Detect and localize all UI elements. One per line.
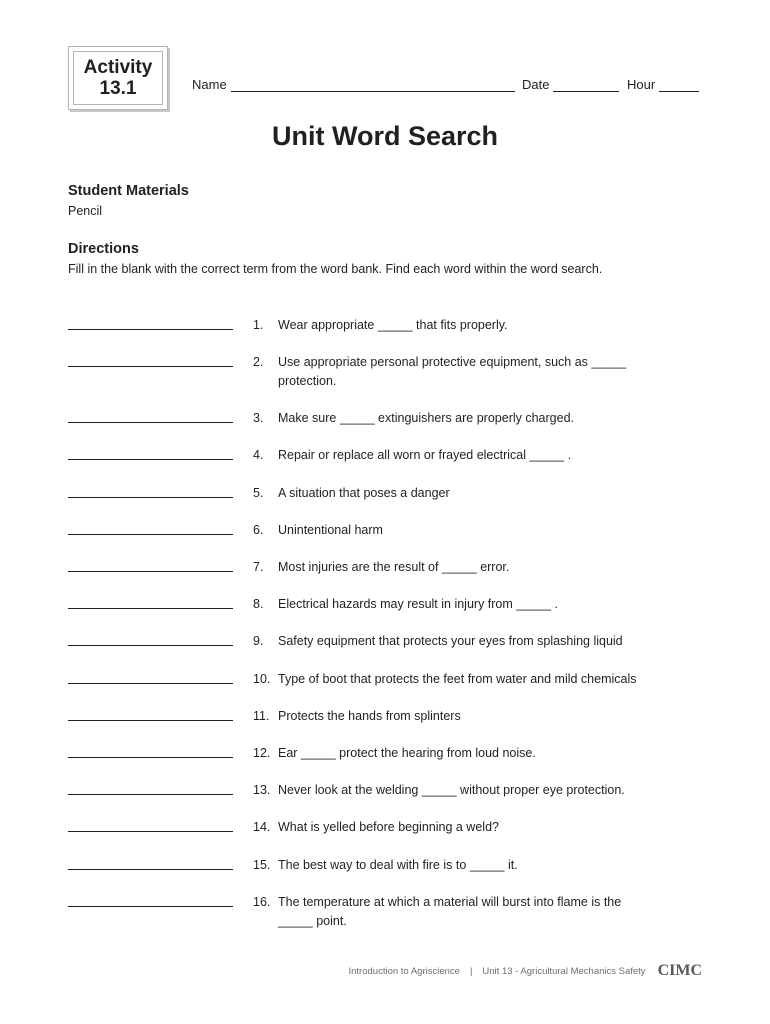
question-text: What is yelled before beginning a weld?: [278, 820, 499, 834]
answer-blank[interactable]: [68, 720, 233, 721]
answer-blank[interactable]: [68, 831, 233, 832]
question-number: 13.: [253, 783, 271, 797]
directions-text: Fill in the blank with the correct term from the word bank. Find each word within the word search.: [68, 262, 603, 276]
question-text: A situation that poses a danger: [278, 486, 450, 500]
question-text: Protects the hands from splinters: [278, 709, 461, 723]
question-text: Safety equipment that protects your eyes from splashing liquid: [278, 634, 623, 648]
cimc-logo: CIMC: [657, 962, 702, 979]
hour-label: Hour: [627, 77, 656, 92]
hour-field: [627, 74, 699, 92]
question-text: The best way to deal with fire is to _____ it.: [278, 858, 518, 872]
answer-blank[interactable]: [68, 329, 233, 330]
question-row: [68, 632, 708, 668]
question-row: [68, 744, 708, 780]
question-number: 11.: [253, 709, 270, 723]
question-row: [68, 316, 708, 352]
question-row: [68, 353, 708, 389]
question-text: Most injuries are the result of _____ error.: [278, 560, 510, 574]
materials-heading: Student Materials: [68, 183, 189, 199]
question-row: [68, 484, 708, 520]
question-number: 6.: [253, 523, 264, 537]
question-row: [68, 818, 708, 854]
question-number: 8.: [253, 597, 264, 611]
question-number: 14.: [253, 820, 271, 834]
hour-blank[interactable]: [659, 78, 699, 92]
question-text: Repair or replace all worn or frayed electrical _____ .: [278, 448, 572, 462]
answer-blank[interactable]: [68, 869, 233, 870]
name-blank[interactable]: [231, 78, 515, 92]
question-text: Type of boot that protects the feet from water and mild chemicals: [278, 672, 637, 686]
answer-blank[interactable]: [68, 683, 233, 684]
footer-separator: |: [469, 965, 473, 977]
question-number: 2.: [253, 355, 264, 369]
question-row: [68, 409, 708, 445]
answer-blank[interactable]: [68, 794, 233, 795]
answer-blank[interactable]: [68, 757, 233, 758]
question-row: [68, 670, 708, 706]
question-row: [68, 707, 708, 743]
answer-blank[interactable]: [68, 459, 233, 460]
question-row: [68, 558, 708, 594]
page-title: Unit Word Search: [271, 121, 499, 151]
question-number: 10.: [253, 672, 271, 686]
question-text: The temperature at which a material will burst into flame is the _____ point.: [278, 895, 622, 928]
answer-blank[interactable]: [68, 497, 233, 498]
question-row: [68, 893, 708, 929]
answer-blank[interactable]: [68, 571, 233, 572]
activity-badge-inner: [73, 51, 163, 105]
directions-heading: Directions: [68, 241, 139, 257]
question-row: [68, 521, 708, 557]
page-footer: [349, 962, 703, 980]
question-text: Use appropriate personal protective equipment, such as _____ protection.: [278, 355, 627, 388]
question-text: Ear _____ protect the hearing from loud noise.: [278, 746, 536, 760]
question-text: Make sure _____ extinguishers are properly charged.: [278, 411, 575, 425]
name-field: [192, 74, 515, 92]
question-text: Wear appropriate _____ that fits properly.: [278, 318, 508, 332]
question-number: 9.: [253, 634, 264, 648]
answer-blank[interactable]: [68, 366, 233, 367]
question-number: 15.: [253, 858, 271, 872]
question-number: 5.: [253, 486, 264, 500]
question-row: [68, 595, 708, 631]
date-field: [522, 74, 619, 92]
answer-blank[interactable]: [68, 906, 233, 907]
question-row: [68, 856, 708, 892]
answer-blank[interactable]: [68, 534, 233, 535]
date-blank[interactable]: [553, 78, 619, 92]
date-label: Date: [522, 77, 550, 92]
activity-badge: [68, 46, 168, 110]
activity-label: Activity: [83, 57, 153, 78]
name-label: Name: [192, 77, 227, 92]
footer-unit: Unit 13 - Agricultural Mechanics Safety: [482, 965, 646, 977]
question-text: Unintentional harm: [278, 523, 383, 537]
question-number: 12.: [253, 746, 271, 760]
answer-blank[interactable]: [68, 645, 233, 646]
question-row: [68, 446, 708, 482]
materials-text: Pencil: [68, 204, 103, 218]
question-text: Electrical hazards may result in injury from _____ .: [278, 597, 558, 611]
question-number: 4.: [253, 448, 264, 462]
question-number: 7.: [253, 560, 264, 574]
answer-blank[interactable]: [68, 608, 233, 609]
activity-number: 13.1: [99, 78, 137, 99]
question-number: 16.: [253, 895, 271, 909]
question-number: 3.: [253, 411, 264, 425]
footer-course: Introduction to Agriscience: [348, 965, 460, 977]
question-row: [68, 781, 708, 817]
answer-blank[interactable]: [68, 422, 233, 423]
question-number: 1.: [253, 318, 264, 332]
question-text: Never look at the welding _____ without proper eye protection.: [278, 783, 625, 797]
